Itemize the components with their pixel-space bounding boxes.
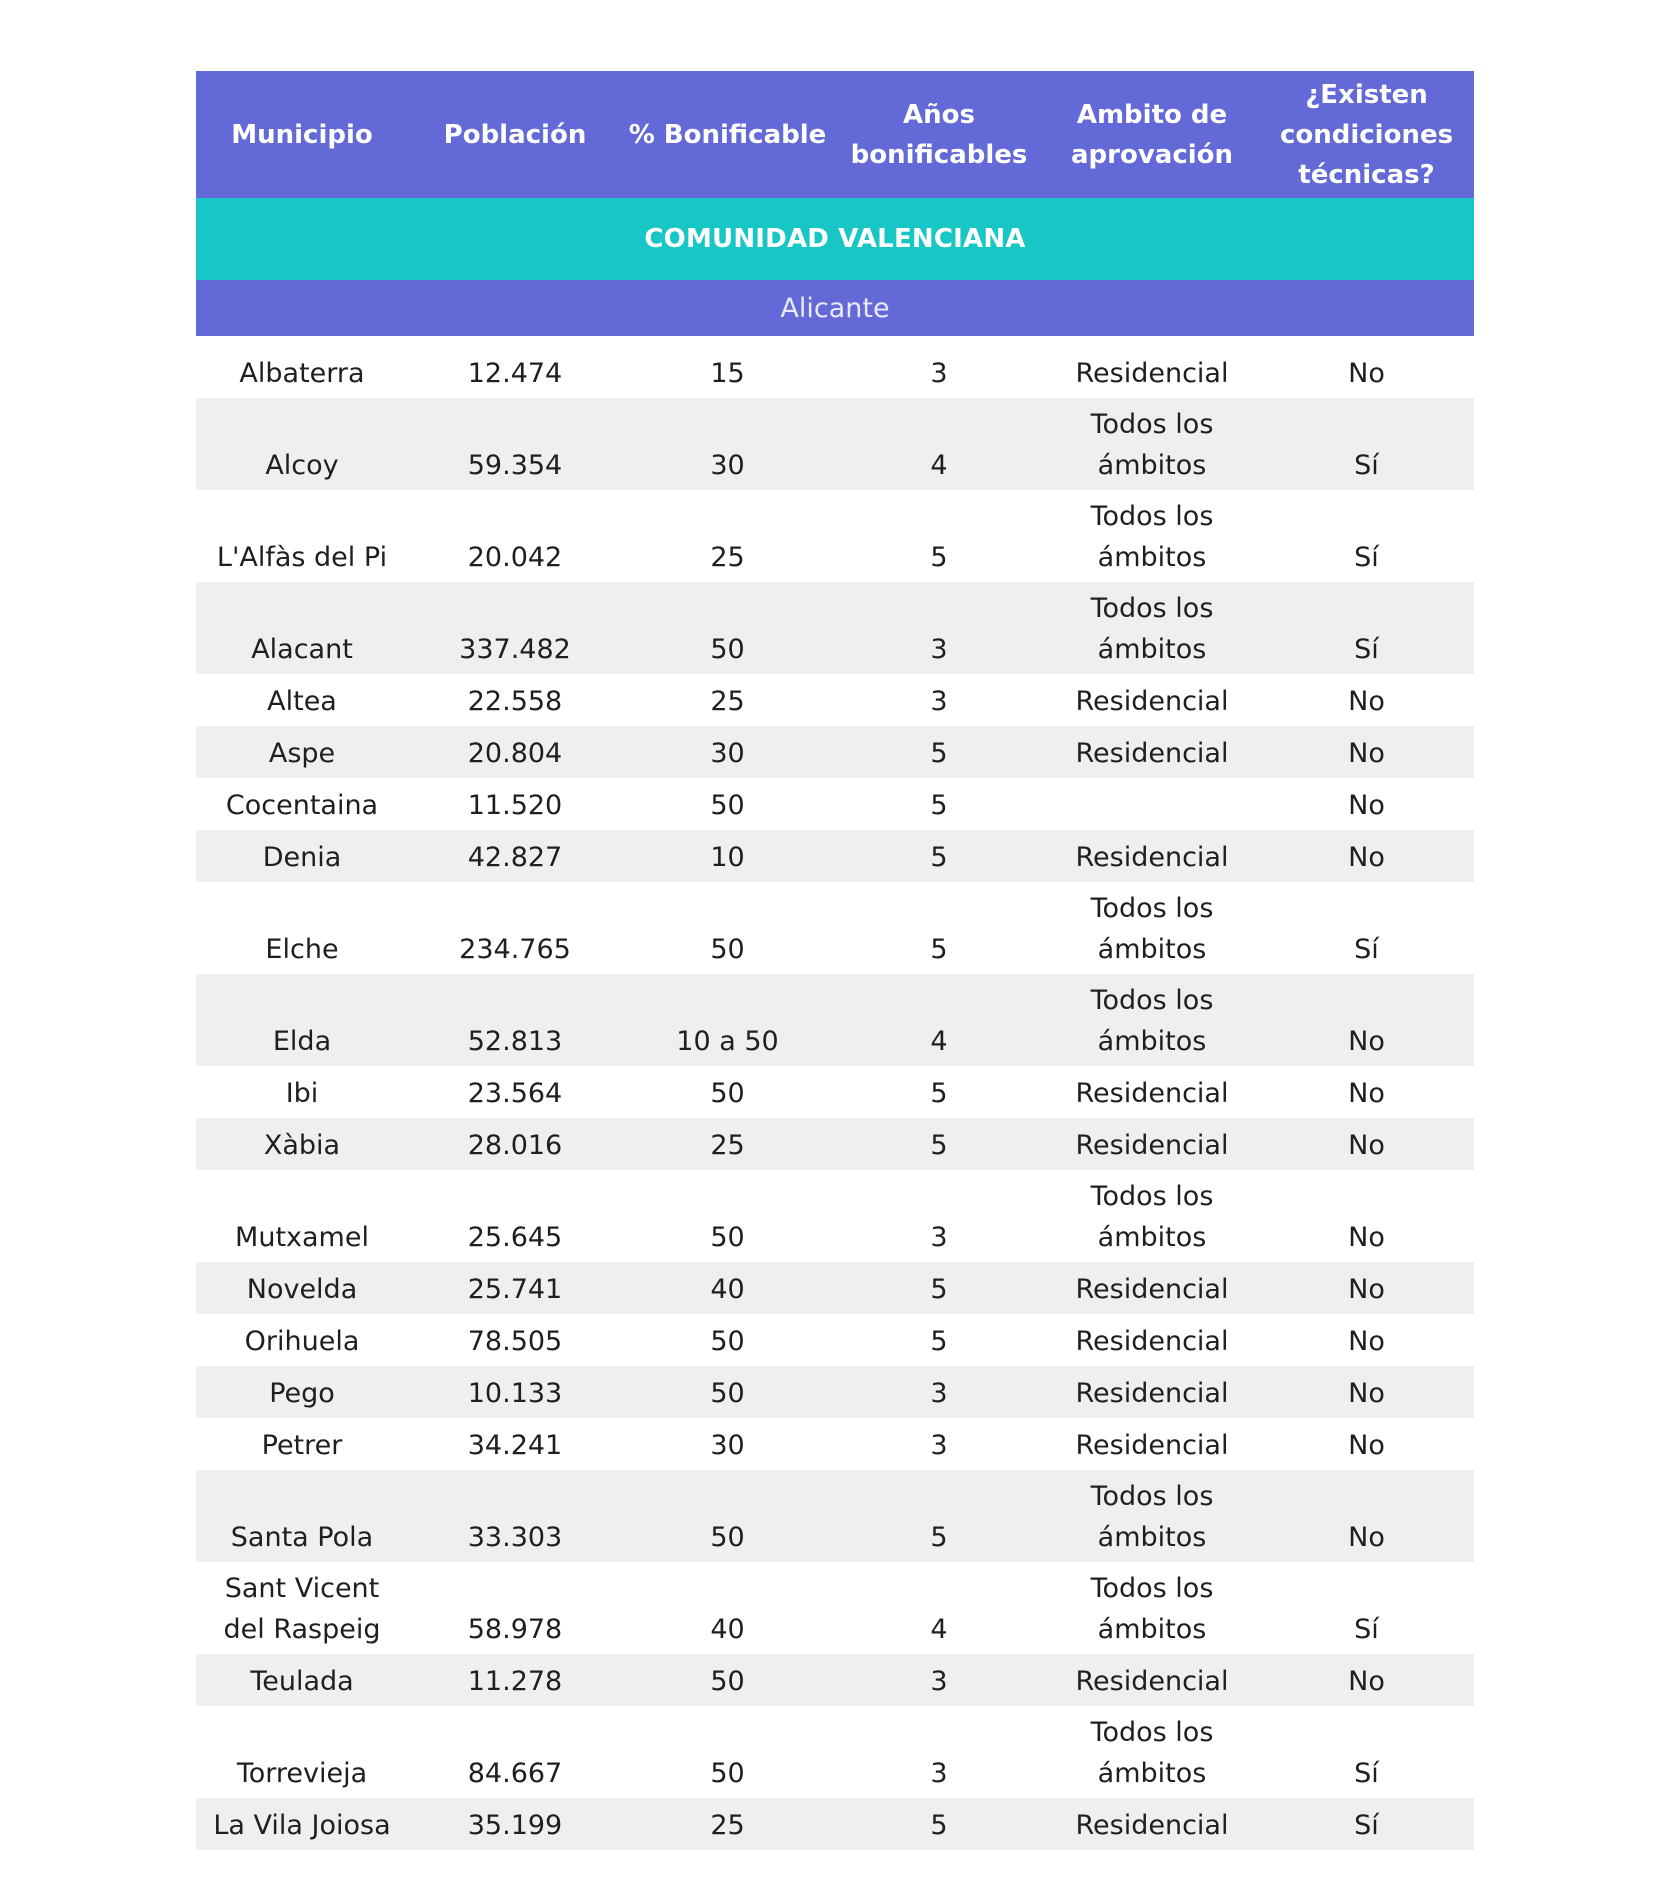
table-row [196,398,1474,490]
header-ambito: Ambito de aprovación [1045,71,1259,198]
cell-ambito: Residencial [1045,1366,1259,1418]
cell-ambito: Todos los ámbitos [1045,974,1259,1066]
cell-condiciones: No [1259,674,1474,726]
cell-poblacion: 35.199 [408,1798,622,1850]
cell-bonificable: 50 [622,778,833,830]
municipality-table-container [196,71,1474,1850]
cell-poblacion: 20.804 [408,726,622,778]
cell-poblacion: 11.520 [408,778,622,830]
cell-poblacion: 337.482 [408,582,622,674]
cell-condiciones: Sí [1259,398,1474,490]
province-label: Alicante [196,280,1474,336]
table-row [196,1170,1474,1262]
cell-anos: 3 [833,1170,1045,1262]
table-row [196,1262,1474,1314]
header-condiciones: ¿Existen condiciones técnicas? [1259,71,1474,198]
cell-ambito: Residencial [1045,1118,1259,1170]
cell-poblacion: 25.741 [408,1262,622,1314]
table-header [196,71,1474,198]
cell-condiciones: No [1259,1418,1474,1470]
cell-bonificable: 50 [622,1470,833,1562]
table-body [196,198,1474,1850]
cell-poblacion: 20.042 [408,490,622,582]
cell-municipio: Santa Pola [196,1470,408,1562]
table-row [196,974,1474,1066]
cell-municipio: Torrevieja [196,1706,408,1798]
cell-ambito: Residencial [1045,830,1259,882]
table-row [196,882,1474,974]
cell-municipio: Elche [196,882,408,974]
cell-anos: 3 [833,1706,1045,1798]
table-row [196,1066,1474,1118]
cell-ambito: Todos los ámbitos [1045,490,1259,582]
cell-bonificable: 50 [622,1170,833,1262]
cell-ambito: Residencial [1045,336,1259,398]
cell-anos: 3 [833,1418,1045,1470]
cell-bonificable: 30 [622,726,833,778]
cell-ambito: Todos los ámbitos [1045,1470,1259,1562]
cell-ambito: Todos los ámbitos [1045,1562,1259,1654]
table-row [196,582,1474,674]
cell-municipio: Aspe [196,726,408,778]
region-row [196,198,1474,280]
cell-anos: 5 [833,830,1045,882]
cell-ambito: Todos los ámbitos [1045,582,1259,674]
table-row [196,830,1474,882]
table-row [196,778,1474,830]
cell-municipio: Denia [196,830,408,882]
cell-condiciones: No [1259,974,1474,1066]
header-anos: Años bonificables [833,71,1045,198]
cell-bonificable: 50 [622,582,833,674]
table-row [196,490,1474,582]
cell-municipio: Orihuela [196,1314,408,1366]
cell-anos: 5 [833,778,1045,830]
cell-ambito: Todos los ámbitos [1045,398,1259,490]
cell-condiciones: No [1259,1366,1474,1418]
cell-municipio: Sant Vicent del Raspeig [196,1562,408,1654]
cell-anos: 4 [833,974,1045,1066]
cell-poblacion: 34.241 [408,1418,622,1470]
cell-bonificable: 10 a 50 [622,974,833,1066]
province-row [196,280,1474,336]
cell-bonificable: 30 [622,1418,833,1470]
cell-poblacion: 28.016 [408,1118,622,1170]
cell-condiciones: No [1259,336,1474,398]
cell-condiciones: No [1259,1066,1474,1118]
cell-municipio: Ibi [196,1066,408,1118]
cell-condiciones: No [1259,1470,1474,1562]
cell-anos: 5 [833,1066,1045,1118]
cell-anos: 5 [833,1314,1045,1366]
cell-condiciones: Sí [1259,882,1474,974]
cell-bonificable: 50 [622,1366,833,1418]
header-row [196,71,1474,198]
cell-condiciones: Sí [1259,582,1474,674]
cell-anos: 5 [833,1470,1045,1562]
header-municipio: Municipio [196,71,408,198]
cell-bonificable: 50 [622,1314,833,1366]
cell-anos: 4 [833,1562,1045,1654]
header-bonificable: % Bonificable [622,71,833,198]
cell-bonificable: 50 [622,1654,833,1706]
cell-bonificable: 25 [622,674,833,726]
cell-bonificable: 25 [622,1118,833,1170]
cell-anos: 5 [833,1798,1045,1850]
cell-poblacion: 84.667 [408,1706,622,1798]
cell-bonificable: 10 [622,830,833,882]
cell-condiciones: No [1259,1170,1474,1262]
cell-municipio: Xàbia [196,1118,408,1170]
cell-municipio: Albaterra [196,336,408,398]
table-row [196,1654,1474,1706]
table-row [196,1798,1474,1850]
cell-condiciones: Sí [1259,1798,1474,1850]
cell-municipio: Petrer [196,1418,408,1470]
cell-ambito: Residencial [1045,674,1259,726]
cell-municipio: Alcoy [196,398,408,490]
cell-condiciones: No [1259,1262,1474,1314]
cell-anos: 5 [833,1118,1045,1170]
cell-condiciones: Sí [1259,490,1474,582]
cell-bonificable: 50 [622,882,833,974]
table-row [196,1314,1474,1366]
municipality-table [196,71,1474,1850]
cell-ambito [1045,778,1259,830]
cell-bonificable: 25 [622,1798,833,1850]
cell-ambito: Residencial [1045,1066,1259,1118]
cell-poblacion: 78.505 [408,1314,622,1366]
cell-poblacion: 42.827 [408,830,622,882]
cell-poblacion: 52.813 [408,974,622,1066]
cell-bonificable: 50 [622,1706,833,1798]
cell-ambito: Residencial [1045,1262,1259,1314]
header-poblacion: Población [408,71,622,198]
table-row [196,674,1474,726]
cell-anos: 4 [833,398,1045,490]
cell-bonificable: 30 [622,398,833,490]
cell-anos: 3 [833,1654,1045,1706]
cell-anos: 3 [833,1366,1045,1418]
table-row [196,1118,1474,1170]
cell-ambito: Todos los ámbitos [1045,1170,1259,1262]
cell-anos: 5 [833,882,1045,974]
cell-ambito: Residencial [1045,1798,1259,1850]
cell-poblacion: 10.133 [408,1366,622,1418]
cell-ambito: Residencial [1045,1314,1259,1366]
cell-condiciones: Sí [1259,1706,1474,1798]
cell-condiciones: No [1259,778,1474,830]
cell-anos: 5 [833,1262,1045,1314]
table-row [196,726,1474,778]
table-row [196,1562,1474,1654]
cell-anos: 3 [833,582,1045,674]
table-row [196,1366,1474,1418]
cell-ambito: Todos los ámbitos [1045,882,1259,974]
cell-ambito: Residencial [1045,1654,1259,1706]
cell-poblacion: 234.765 [408,882,622,974]
cell-poblacion: 25.645 [408,1170,622,1262]
cell-municipio: Cocentaina [196,778,408,830]
cell-poblacion: 22.558 [408,674,622,726]
table-row [196,1418,1474,1470]
cell-condiciones: No [1259,726,1474,778]
cell-poblacion: 33.303 [408,1470,622,1562]
cell-poblacion: 12.474 [408,336,622,398]
cell-poblacion: 58.978 [408,1562,622,1654]
table-row [196,1706,1474,1798]
cell-municipio: La Vila Joiosa [196,1798,408,1850]
table-row [196,336,1474,398]
cell-poblacion: 23.564 [408,1066,622,1118]
cell-condiciones: Sí [1259,1562,1474,1654]
cell-municipio: Pego [196,1366,408,1418]
cell-bonificable: 15 [622,336,833,398]
cell-municipio: L'Alfàs del Pi [196,490,408,582]
cell-condiciones: No [1259,830,1474,882]
table-row [196,1470,1474,1562]
cell-municipio: Mutxamel [196,1170,408,1262]
cell-municipio: Teulada [196,1654,408,1706]
cell-anos: 3 [833,674,1045,726]
cell-bonificable: 40 [622,1562,833,1654]
cell-municipio: Novelda [196,1262,408,1314]
cell-anos: 3 [833,336,1045,398]
cell-ambito: Residencial [1045,726,1259,778]
cell-condiciones: No [1259,1654,1474,1706]
cell-anos: 5 [833,726,1045,778]
cell-bonificable: 50 [622,1066,833,1118]
cell-poblacion: 59.354 [408,398,622,490]
cell-municipio: Alacant [196,582,408,674]
region-label: COMUNIDAD VALENCIANA [196,198,1474,280]
cell-anos: 5 [833,490,1045,582]
cell-municipio: Altea [196,674,408,726]
cell-ambito: Todos los ámbitos [1045,1706,1259,1798]
cell-bonificable: 40 [622,1262,833,1314]
cell-municipio: Elda [196,974,408,1066]
cell-bonificable: 25 [622,490,833,582]
cell-condiciones: No [1259,1314,1474,1366]
cell-ambito: Residencial [1045,1418,1259,1470]
cell-condiciones: No [1259,1118,1474,1170]
cell-poblacion: 11.278 [408,1654,622,1706]
